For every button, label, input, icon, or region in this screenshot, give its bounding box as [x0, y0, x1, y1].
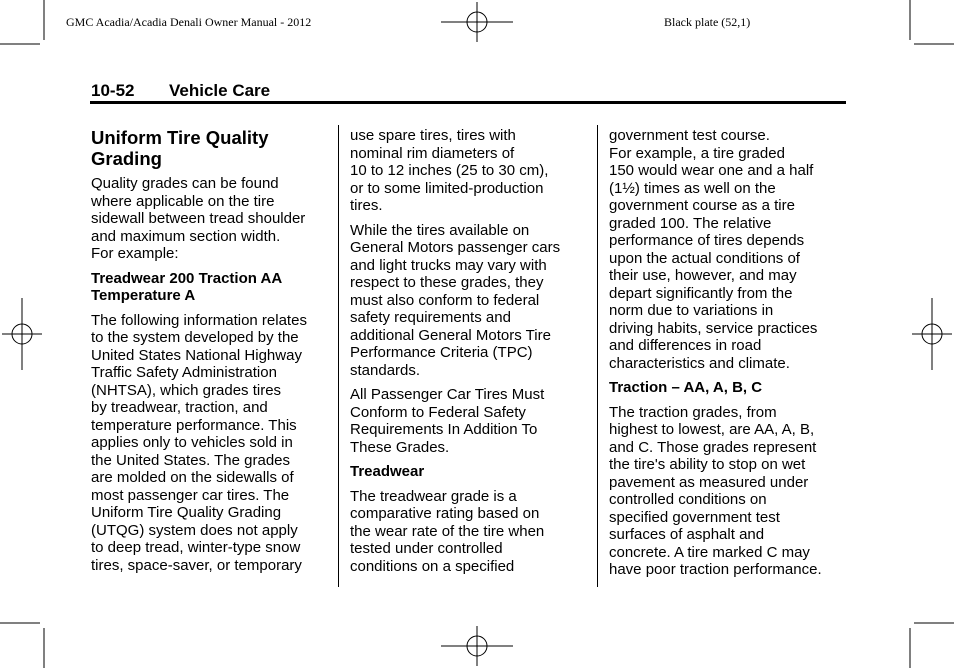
text-line: upon the actual conditions of	[609, 249, 800, 267]
column-1	[91, 127, 329, 581]
text-line: controlled conditions on	[609, 491, 767, 508]
text-line: For example, a tire graded	[609, 144, 785, 162]
text-line: specified government test	[609, 508, 780, 526]
section-title: Vehicle Care	[169, 81, 271, 100]
text-line: (1½) times as well on the	[609, 179, 776, 197]
text-line: Uniform Tire Quality	[91, 127, 269, 148]
traction-heading: Traction – AA, A, B, C	[609, 379, 763, 396]
text-line: the tire's ability to stop on wet	[609, 456, 806, 473]
text-line: government course as a tire	[609, 197, 795, 214]
text-line: conditions on a specified	[350, 557, 515, 575]
traction-paragraph	[609, 404, 845, 579]
running-head	[91, 80, 270, 102]
registration-target-top	[441, 2, 513, 42]
header-rule	[90, 101, 846, 104]
section-heading	[91, 127, 329, 169]
text-line: (UTQG) system does not apply	[91, 521, 298, 539]
text-line: or to some limited-production	[350, 179, 544, 197]
text-line: and maximum section width.	[91, 227, 281, 245]
text-line: pavement as measured under	[609, 473, 809, 491]
text-line: General Motors passenger cars	[350, 239, 561, 256]
text-line: use spare tires, tires with	[350, 127, 516, 144]
text-line: highest to lowest, are AA, A, B,	[609, 421, 815, 438]
text-line: are molded on the sidewalls of	[91, 469, 294, 486]
text-line: performance of tires depends	[609, 232, 805, 249]
text-line: most passenger car tires. The	[91, 486, 290, 504]
text-line: nominal rim diameters of	[350, 144, 515, 162]
text-line: additional General Motors Tire	[350, 326, 551, 344]
text-line: and differences in road	[609, 337, 762, 354]
text-line: by treadwear, traction, and	[91, 399, 268, 416]
registration-target-bottom	[441, 626, 513, 666]
text-line: tested under controlled	[350, 540, 503, 557]
text-line: concrete. A tire marked C may	[609, 543, 810, 561]
column-divider	[338, 125, 339, 587]
text-line: standards.	[350, 361, 421, 379]
text-line: Temperature A	[91, 287, 196, 304]
gm-tpc-paragraph	[350, 222, 588, 380]
text-line: the United States. The grades	[91, 451, 291, 469]
text-line: depart significantly from the	[609, 284, 793, 302]
text-line: Grading	[91, 148, 162, 169]
text-line: surfaces of asphalt and	[609, 526, 765, 543]
text-line: Treadwear 200 Traction AA	[91, 269, 283, 287]
text-line: and C. Those grades represent	[609, 438, 817, 456]
text-line: norm due to variations in	[609, 302, 774, 319]
text-line: Conform to Federal Safety	[350, 403, 526, 421]
text-line: where applicable on the tire	[91, 192, 275, 210]
treadwear-example-paragraph	[609, 127, 845, 372]
text-line: These Grades.	[350, 438, 450, 456]
registration-target-left	[2, 298, 42, 370]
text-line: government test course.	[609, 127, 770, 144]
text-line: respect to these grades, they	[350, 274, 544, 291]
text-line: 10 to 12 inches (25 to 30 cm),	[350, 162, 549, 179]
text-line: and light trucks may vary with	[350, 256, 547, 274]
text-line: (NHTSA), which grades tires	[91, 381, 282, 399]
column-3	[609, 127, 845, 586]
text-line: graded 100. The relative	[609, 214, 772, 232]
text-line: tires, space-saver, or temporary	[91, 556, 302, 574]
text-line: sidewall between tread shoulder	[91, 210, 306, 227]
text-line: While the tires available on	[350, 221, 530, 239]
text-line: driving habits, service practices	[609, 319, 818, 337]
text-line: Performance Criteria (TPC)	[350, 344, 533, 361]
text-line: The treadwear grade is a	[350, 487, 517, 505]
treadwear-heading: Treadwear	[350, 463, 425, 480]
text-line: 150 would wear one and a half	[609, 162, 814, 179]
column-divider	[597, 125, 598, 587]
exclusions-paragraph	[350, 127, 588, 215]
text-line: For example:	[91, 245, 179, 262]
text-line: to deep tread, winter-type snow	[91, 539, 301, 556]
example-grade	[91, 270, 329, 305]
column-2	[350, 127, 588, 582]
text-line: Traffic Safety Administration	[91, 364, 277, 381]
text-line: Requirements In Addition To	[350, 421, 538, 438]
text-line: Quality grades can be found	[91, 175, 279, 192]
registration-target-right	[912, 298, 952, 370]
text-line: tires.	[350, 197, 383, 214]
page-number: 10-52	[91, 81, 135, 100]
text-line: characteristics and climate.	[609, 354, 790, 372]
text-line: Uniform Tire Quality Grading	[91, 504, 282, 521]
utqg-paragraph	[91, 312, 329, 575]
text-line: comparative rating based on	[350, 505, 540, 522]
text-line: their use, however, and may	[609, 267, 797, 284]
text-line: must also conform to federal	[350, 291, 540, 309]
treadwear-paragraph	[350, 488, 588, 576]
text-line: The following information relates	[91, 311, 307, 329]
manual-title: GMC Acadia/Acadia Denali Owner Manual - 2012	[66, 15, 312, 29]
text-line: the wear rate of the tire when	[350, 522, 545, 540]
federal-conform-paragraph	[350, 386, 588, 456]
text-line: All Passenger Car Tires Must	[350, 386, 545, 403]
text-line: The traction grades, from	[609, 403, 777, 421]
text-line: temperature performance. This	[91, 416, 297, 434]
text-line: United States National Highway	[91, 346, 302, 364]
text-line: safety requirements and	[350, 309, 511, 326]
plate-label: Black plate (52,1)	[664, 15, 751, 29]
text-line: to the system developed by the	[91, 329, 299, 346]
text-line: applies only to vehicles sold in	[91, 434, 293, 451]
text-line: have poor traction performance.	[609, 561, 822, 578]
intro-paragraph	[91, 175, 329, 263]
